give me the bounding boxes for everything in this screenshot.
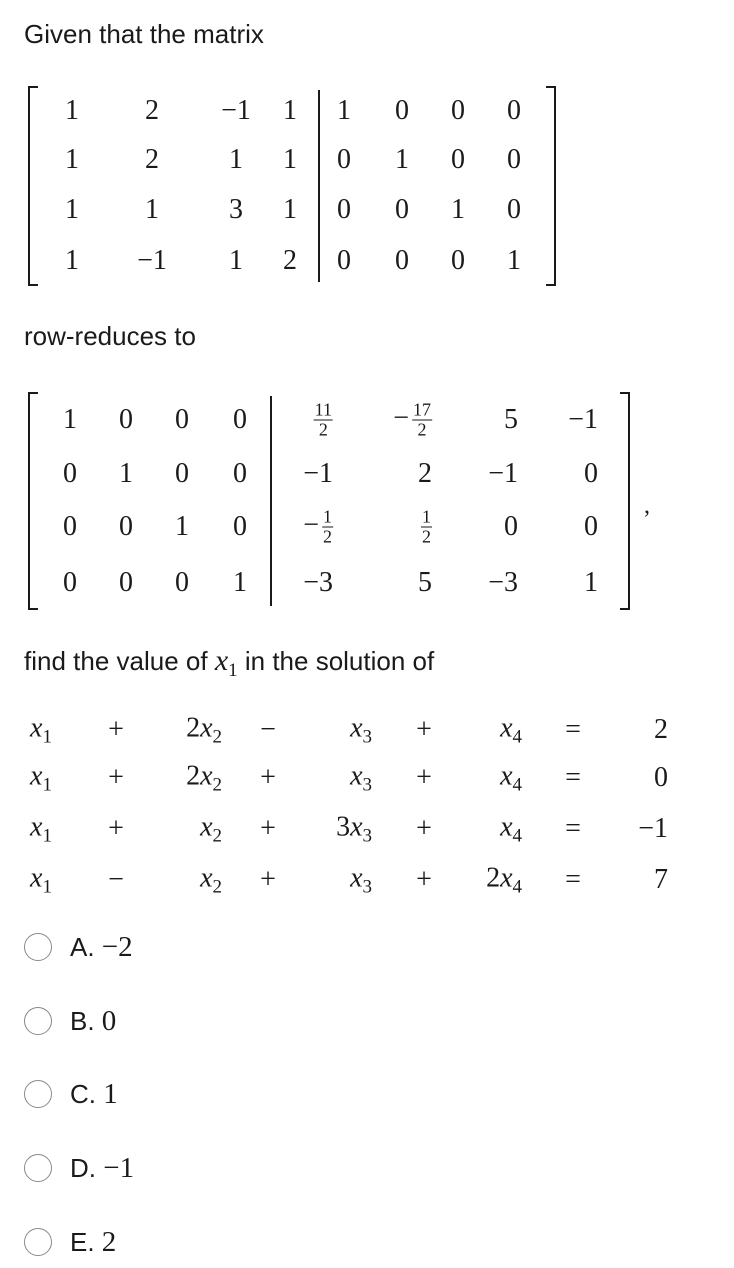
- variable-subscript: 4: [512, 774, 522, 796]
- matrix-cell: 0: [119, 567, 133, 598]
- option-label[interactable]: [70, 1005, 116, 1038]
- variable: x: [30, 712, 43, 744]
- question-intro: Given that the matrix: [24, 19, 264, 49]
- matrix-cell: 0: [63, 511, 77, 542]
- fraction-numerator: 1: [323, 506, 332, 527]
- matrix-cell: 1: [63, 404, 77, 435]
- variable: x: [500, 862, 513, 894]
- fraction-denominator: 2: [318, 419, 328, 440]
- equation-term: [200, 863, 222, 898]
- option-value: 0: [101, 1004, 117, 1037]
- matrix-cell: 0: [175, 404, 189, 435]
- option-value: 1: [103, 1077, 118, 1110]
- variable-subscript: 1: [42, 825, 52, 847]
- variable: x: [200, 712, 213, 744]
- matrix-cell: [393, 401, 432, 440]
- matrix-cell: −1: [488, 458, 518, 489]
- matrix-cell: 1: [507, 245, 521, 276]
- equation-term: [186, 713, 222, 748]
- equation-term: [336, 812, 372, 847]
- equation-term: +: [260, 813, 276, 844]
- find-prefix: find the value of: [24, 646, 215, 676]
- variable-subscript: 3: [362, 726, 372, 748]
- matrix-cell: −3: [488, 567, 518, 598]
- equation-term: +: [416, 813, 432, 844]
- matrix-cell: 3: [229, 194, 243, 225]
- option-letter: A.: [70, 931, 102, 962]
- equation-term: 0: [654, 762, 668, 793]
- variable-subscript: 2: [212, 774, 222, 796]
- answer-option[interactable]: [24, 1151, 134, 1185]
- variable-subscript: 2: [212, 825, 222, 847]
- matrix-cell: 2: [145, 144, 159, 175]
- option-label[interactable]: [70, 1078, 118, 1111]
- fraction: [322, 508, 333, 547]
- matrix-cell: 2: [418, 458, 432, 489]
- matrix-cell: 1: [229, 245, 243, 276]
- variable-subscript: 1: [42, 774, 52, 796]
- matrix-cell: 5: [504, 404, 518, 435]
- equation-term: =: [565, 864, 581, 895]
- matrix-cell: 0: [451, 245, 465, 276]
- matrix-cell: 1: [283, 144, 297, 175]
- bracket-right: [620, 392, 630, 610]
- matrix-cell: 1: [283, 95, 297, 126]
- bracket-right: [546, 86, 556, 286]
- coefficient: 2: [486, 862, 501, 894]
- equation-term: +: [108, 813, 124, 844]
- equation-term: [186, 761, 222, 796]
- option-value: −2: [101, 930, 133, 963]
- matrix-cell: [314, 401, 333, 440]
- matrix-cell: 1: [337, 95, 351, 126]
- question-middle: row-reduces to: [24, 321, 196, 351]
- variable: x: [500, 760, 513, 792]
- coefficient: 3: [336, 811, 351, 843]
- equation-term: [30, 812, 52, 847]
- augment-divider: [270, 396, 272, 606]
- fraction-numerator: 17: [413, 399, 431, 420]
- equation-term: [30, 863, 52, 898]
- equation-term: 2: [654, 714, 668, 745]
- matrix-cell: 1: [65, 144, 79, 175]
- matrix-cell: 0: [119, 511, 133, 542]
- fraction: [314, 401, 333, 440]
- option-letter: B.: [70, 1005, 102, 1036]
- matrix-cell: 1: [119, 458, 133, 489]
- equation-term: +: [416, 762, 432, 793]
- bracket-left: [28, 392, 38, 610]
- variable-subscript: 4: [512, 876, 522, 898]
- matrix-cell: 0: [451, 144, 465, 175]
- matrix-cell: 0: [63, 567, 77, 598]
- variable: x: [200, 811, 213, 843]
- equation-term: [486, 863, 522, 898]
- option-value: 2: [101, 1225, 117, 1258]
- matrix-cell: 1: [283, 194, 297, 225]
- matrix-cell: 0: [507, 95, 521, 126]
- coefficient: 2: [186, 760, 201, 792]
- matrix-cell: 0: [504, 511, 518, 542]
- matrix-cell: 0: [451, 95, 465, 126]
- bracket-left: [28, 86, 38, 286]
- fraction: [421, 508, 432, 547]
- answer-option[interactable]: [24, 1004, 116, 1038]
- variable: x: [500, 712, 513, 744]
- option-letter: E.: [70, 1226, 102, 1257]
- equation-term: [30, 761, 52, 796]
- matrix-cell: −1: [221, 95, 251, 126]
- radio-button[interactable]: [24, 1007, 52, 1035]
- equation-term: [500, 713, 522, 748]
- matrix-cell: 0: [337, 194, 351, 225]
- radio-button[interactable]: [24, 1154, 52, 1182]
- matrix-cell: 0: [119, 404, 133, 435]
- question-find: [24, 645, 434, 681]
- matrix-cell: [421, 508, 432, 547]
- matrix-cell: 1: [233, 567, 247, 598]
- matrix-cell: 1: [229, 144, 243, 175]
- option-letter: D.: [70, 1152, 104, 1183]
- equation-term: +: [260, 864, 276, 895]
- equation-term: [350, 761, 372, 796]
- matrix-cell: −1: [568, 404, 598, 435]
- equation-term: =: [565, 813, 581, 844]
- equation-term: [500, 761, 522, 796]
- coefficient: 2: [186, 712, 201, 744]
- variable: x: [200, 760, 213, 792]
- equation-term: [350, 863, 372, 898]
- equation-term: +: [108, 762, 124, 793]
- option-value: −1: [103, 1151, 135, 1184]
- radio-button[interactable]: [24, 933, 52, 961]
- variable: x: [350, 811, 363, 843]
- matrix-cell: −1: [303, 458, 333, 489]
- matrix-cell: 0: [337, 245, 351, 276]
- variable: x: [30, 811, 43, 843]
- fraction-numerator: 1: [422, 506, 431, 527]
- find-variable-sub: 1: [228, 660, 238, 681]
- matrix-cell: 0: [233, 404, 247, 435]
- variable: x: [350, 760, 363, 792]
- fraction-numerator: 11: [314, 399, 332, 420]
- matrix-cell: [303, 508, 333, 547]
- equation-term: 7: [654, 864, 668, 895]
- answer-option[interactable]: [24, 1225, 116, 1259]
- equation-term: [30, 713, 52, 748]
- answer-option[interactable]: [24, 1077, 118, 1111]
- variable: x: [30, 862, 43, 894]
- variable-subscript: 4: [512, 825, 522, 847]
- matrix-trailing-comma: ,: [644, 493, 650, 519]
- variable-subscript: 2: [212, 726, 222, 748]
- fraction: [412, 401, 432, 440]
- augment-divider: [318, 90, 320, 282]
- matrix-cell: 0: [584, 458, 598, 489]
- equation-term: [200, 812, 222, 847]
- equation-term: [500, 812, 522, 847]
- fraction-denominator: 2: [417, 419, 427, 440]
- variable: x: [350, 862, 363, 894]
- variable-subscript: 3: [362, 825, 372, 847]
- variable-subscript: 3: [362, 876, 372, 898]
- matrix-cell: 0: [175, 458, 189, 489]
- equation-term: −1: [638, 813, 668, 844]
- matrix-cell: 1: [65, 95, 79, 126]
- matrix-cell: 0: [233, 511, 247, 542]
- equation-term: −: [108, 864, 124, 895]
- matrix-cell: 0: [395, 95, 409, 126]
- radio-button[interactable]: [24, 1080, 52, 1108]
- matrix-cell: 5: [418, 567, 432, 598]
- equation-term: =: [565, 714, 581, 745]
- matrix-cell: 0: [584, 511, 598, 542]
- matrix-cell: 0: [233, 458, 247, 489]
- equation-term: +: [108, 714, 124, 745]
- variable: x: [350, 712, 363, 744]
- matrix-cell: 1: [145, 194, 159, 225]
- matrix-cell: 1: [395, 144, 409, 175]
- equation-term: =: [565, 762, 581, 793]
- answer-option[interactable]: [24, 930, 133, 964]
- matrix-cell: 0: [395, 245, 409, 276]
- variable: x: [200, 862, 213, 894]
- option-label[interactable]: [70, 1152, 134, 1185]
- fraction-sign: −: [393, 402, 409, 434]
- fraction-sign: −: [303, 509, 319, 541]
- find-suffix: in the solution of: [237, 646, 435, 676]
- radio-button[interactable]: [24, 1228, 52, 1256]
- variable-subscript: 1: [42, 726, 52, 748]
- equation-term: +: [260, 762, 276, 793]
- matrix-cell: 0: [175, 567, 189, 598]
- option-label[interactable]: [70, 931, 133, 964]
- matrix-cell: 0: [63, 458, 77, 489]
- equation-term: [350, 713, 372, 748]
- matrix-cell: −1: [137, 245, 167, 276]
- option-letter: C.: [70, 1078, 104, 1109]
- matrix-cell: 1: [584, 567, 598, 598]
- variable-subscript: 4: [512, 726, 522, 748]
- matrix-cell: 2: [283, 245, 297, 276]
- matrix-cell: 0: [337, 144, 351, 175]
- matrix-cell: 0: [507, 144, 521, 175]
- fraction-denominator: 2: [323, 526, 332, 547]
- fraction-denominator: 2: [422, 526, 431, 547]
- variable-subscript: 1: [42, 876, 52, 898]
- matrix-cell: 1: [451, 194, 465, 225]
- matrix-cell: −3: [303, 567, 333, 598]
- option-label[interactable]: [70, 1226, 116, 1259]
- matrix-cell: 0: [507, 194, 521, 225]
- matrix-cell: 1: [65, 245, 79, 276]
- matrix-cell: 1: [175, 511, 189, 542]
- equation-term: +: [416, 714, 432, 745]
- variable-subscript: 2: [212, 876, 222, 898]
- equation-term: +: [416, 864, 432, 895]
- matrix-cell: 0: [395, 194, 409, 225]
- matrix-cell: 2: [145, 95, 159, 126]
- variable-subscript: 3: [362, 774, 372, 796]
- matrix-cell: 1: [65, 194, 79, 225]
- find-variable: x: [214, 644, 229, 677]
- variable: x: [30, 760, 43, 792]
- variable: x: [500, 811, 513, 843]
- equation-term: −: [260, 714, 276, 745]
